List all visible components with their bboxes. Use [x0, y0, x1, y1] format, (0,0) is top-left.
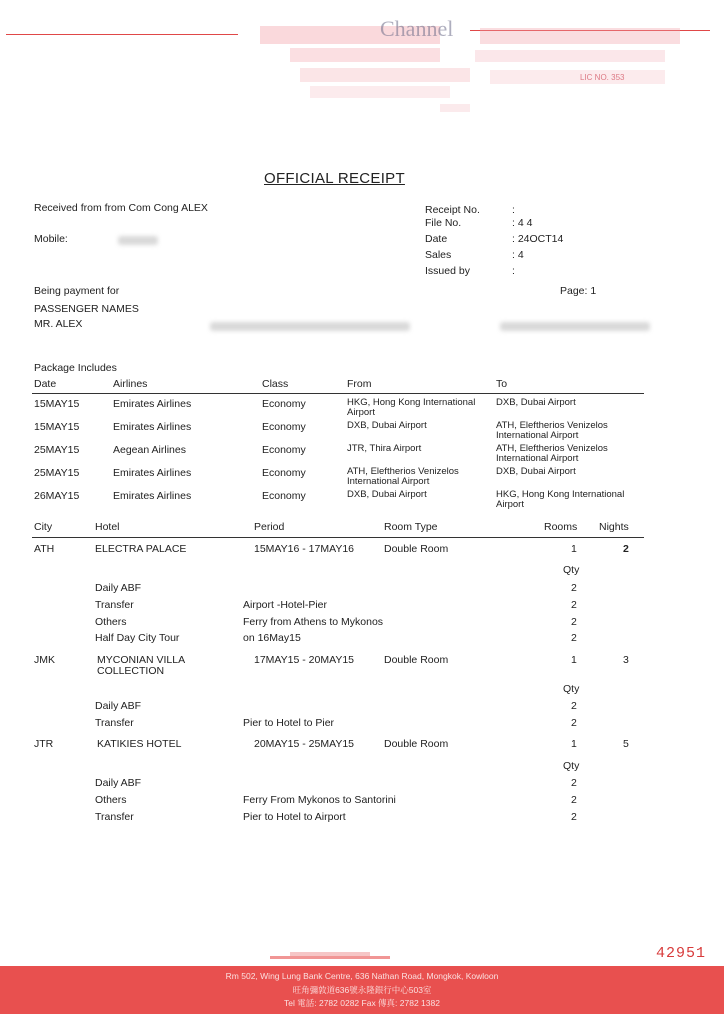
hotel-rooms: 1 [571, 654, 577, 666]
footer-contact: Tel 電話: 2782 0282 Fax 傳真: 2782 1382 [284, 998, 440, 1008]
hotel-period: 20MAY15 - 25MAY15 [254, 738, 354, 750]
extra-detail: Ferry From Mykonos to Santorini [243, 794, 396, 806]
hotel-name: KATIKIES HOTEL [97, 738, 182, 750]
received-from [34, 202, 208, 214]
col-class: Class [262, 378, 289, 390]
hotel-room-type: Double Room [384, 654, 449, 666]
header-rule-left [6, 34, 238, 35]
footer-stamp [270, 950, 390, 964]
hotel-city: ATH [34, 543, 55, 555]
flight-to: HKG, Hong Kong International Airport [496, 489, 625, 510]
flight-class: Economy [262, 421, 306, 433]
date-value: : 24OCT14 [512, 233, 564, 245]
hotel-name-line2: COLLECTION [97, 665, 165, 677]
flight-class: Economy [262, 398, 306, 410]
receipt-no-value: : [512, 204, 515, 216]
flight-date: 25MAY15 [34, 444, 80, 456]
col-rooms: Rooms [544, 521, 578, 533]
hotel-rooms: 1 [571, 738, 577, 750]
page-number: Page: 1 [560, 285, 597, 297]
footer-address-en: Rm 502, Wing Lung Bank Centre, 636 Nathan Road, Mongkok, Kowloon [225, 971, 499, 981]
col-to: To [496, 378, 508, 390]
extra-detail: Pier to Hotel to Pier [243, 717, 335, 729]
hotel-period: 15MAY16 - 17MAY16 [254, 543, 354, 555]
flight-date: 15MAY15 [34, 421, 80, 433]
flight-to: DXB, Dubai Airport [496, 466, 576, 477]
extra-detail: Ferry from Athens to Mykonos [243, 616, 384, 628]
date-label: Date [425, 233, 448, 245]
hotel-header-rule [32, 537, 644, 538]
extra-name: Daily ABF [95, 582, 142, 594]
extra-qty: 2 [571, 599, 577, 611]
col-hotel: Hotel [95, 521, 120, 533]
extra-name: Daily ABF [95, 700, 142, 712]
flight-from: DXB, Dubai Airport [347, 489, 427, 500]
sales-label: Sales [425, 249, 452, 261]
extra-qty: 2 [571, 700, 577, 712]
extra-name: Others [95, 794, 127, 806]
flight-from: ATH, Eleftherios Venizelos International Airport [347, 466, 459, 487]
extra-qty: 2 [571, 777, 577, 789]
extra-detail: Pier to Hotel to Airport [243, 811, 346, 823]
flight-airline: Emirates Airlines [113, 467, 192, 479]
hotel-nights: 5 [623, 738, 629, 750]
extra-name: Transfer [95, 599, 134, 611]
extra-qty: 2 [571, 632, 577, 644]
hotel-name: MYCONIAN VILLA [97, 654, 186, 666]
col-nights: Nights [599, 521, 629, 533]
col-city: City [34, 521, 53, 533]
file-no-label: File No. [425, 217, 462, 229]
flight-class: Economy [262, 444, 306, 456]
table-row [34, 444, 654, 466]
sales-value: : 4 [512, 249, 524, 261]
hotel-city: JTR [34, 738, 54, 750]
flight-class: Economy [262, 467, 306, 479]
package-label: Package Includes [34, 362, 117, 374]
extra-qty: 2 [571, 616, 577, 628]
issued-by-value: : [512, 265, 515, 277]
table-row [34, 490, 654, 512]
extra-name: Transfer [95, 811, 134, 823]
table-row [34, 398, 654, 420]
receipt-number: 42951 [655, 945, 706, 962]
hotel-nights: 2 [623, 543, 629, 555]
hotel-name: ELECTRA PALACE [95, 543, 187, 555]
logo-text: Channel [380, 16, 454, 41]
flight-airline: Emirates Airlines [113, 398, 192, 410]
passenger-detail-redaction [210, 320, 410, 332]
col-period: Period [254, 521, 285, 533]
flight-airline: Aegean Airlines [113, 444, 186, 456]
receipt-info-labels [425, 202, 480, 279]
table-row [34, 421, 654, 443]
extra-detail: Airport -Hotel-Pier [243, 599, 328, 611]
hotel-rooms: 1 [571, 543, 577, 555]
flight-airline: Emirates Airlines [113, 421, 192, 433]
receipt-no-label: Receipt No. [425, 204, 480, 216]
flight-date: 25MAY15 [34, 467, 80, 479]
hotel-period: 17MAY15 - 20MAY15 [254, 654, 354, 666]
qty-label: Qty [563, 683, 580, 695]
footer-band [0, 966, 724, 1014]
received-label: Received from [34, 202, 102, 214]
col-date: Date [34, 378, 57, 390]
extra-qty: 2 [571, 811, 577, 823]
hotel-room-type: Double Room [384, 543, 449, 555]
flight-from: HKG, Hong Kong International Airport [347, 397, 476, 418]
passenger-name: MR. ALEX [34, 318, 83, 330]
extra-detail: on 16May15 [243, 632, 301, 644]
payment-label: Being payment for [34, 285, 120, 297]
extra-qty: 2 [571, 794, 577, 806]
file-no-value: : 4 4 [512, 217, 533, 229]
footer-address-zh: 旺角彌敦道636號永隆銀行中心503室 [292, 985, 432, 995]
flight-header-rule [32, 393, 644, 394]
extra-name: Daily ABF [95, 777, 142, 789]
flight-airline: Emirates Airlines [113, 490, 192, 502]
hotel-room-type: Double Room [384, 738, 449, 750]
qty-label: Qty [563, 760, 580, 772]
issued-by-label: Issued by [425, 265, 470, 277]
flight-date: 15MAY15 [34, 398, 80, 410]
company-logo [250, 14, 700, 124]
mobile-label: Mobile: [34, 233, 68, 245]
passenger-label: PASSENGER NAMES [34, 303, 139, 315]
flight-from: DXB, Dubai Airport [347, 420, 427, 431]
flight-class: Economy [262, 490, 306, 502]
page-title: OFFICIAL RECEIPT [264, 170, 405, 187]
qty-label: Qty [563, 564, 580, 576]
flight-to: ATH, Eleftherios Venizelos International Airport [496, 420, 608, 441]
passenger-ticket-redaction [500, 320, 650, 332]
mobile-redaction [118, 234, 158, 246]
received-value: from Com Cong ALEX [104, 202, 208, 214]
extra-name: Half Day City Tour [95, 632, 180, 644]
col-room-type: Room Type [384, 521, 438, 533]
flight-from: JTR, Thira Airport [347, 443, 422, 454]
flight-to: DXB, Dubai Airport [496, 397, 576, 408]
hotel-nights: 3 [623, 654, 629, 666]
extra-qty: 2 [571, 717, 577, 729]
hotel-city: JMK [34, 654, 55, 666]
col-airlines: Airlines [113, 378, 148, 390]
col-from: From [347, 378, 372, 390]
license-text: LIC NO. 353 [580, 73, 625, 82]
receipt-info-values [512, 202, 563, 279]
flight-date: 26MAY15 [34, 490, 80, 502]
table-row [34, 467, 654, 489]
extra-qty: 2 [571, 582, 577, 594]
extra-name: Others [95, 616, 127, 628]
flight-to: ATH, Eleftherios Venizelos International Airport [496, 443, 608, 464]
extra-name: Transfer [95, 717, 134, 729]
